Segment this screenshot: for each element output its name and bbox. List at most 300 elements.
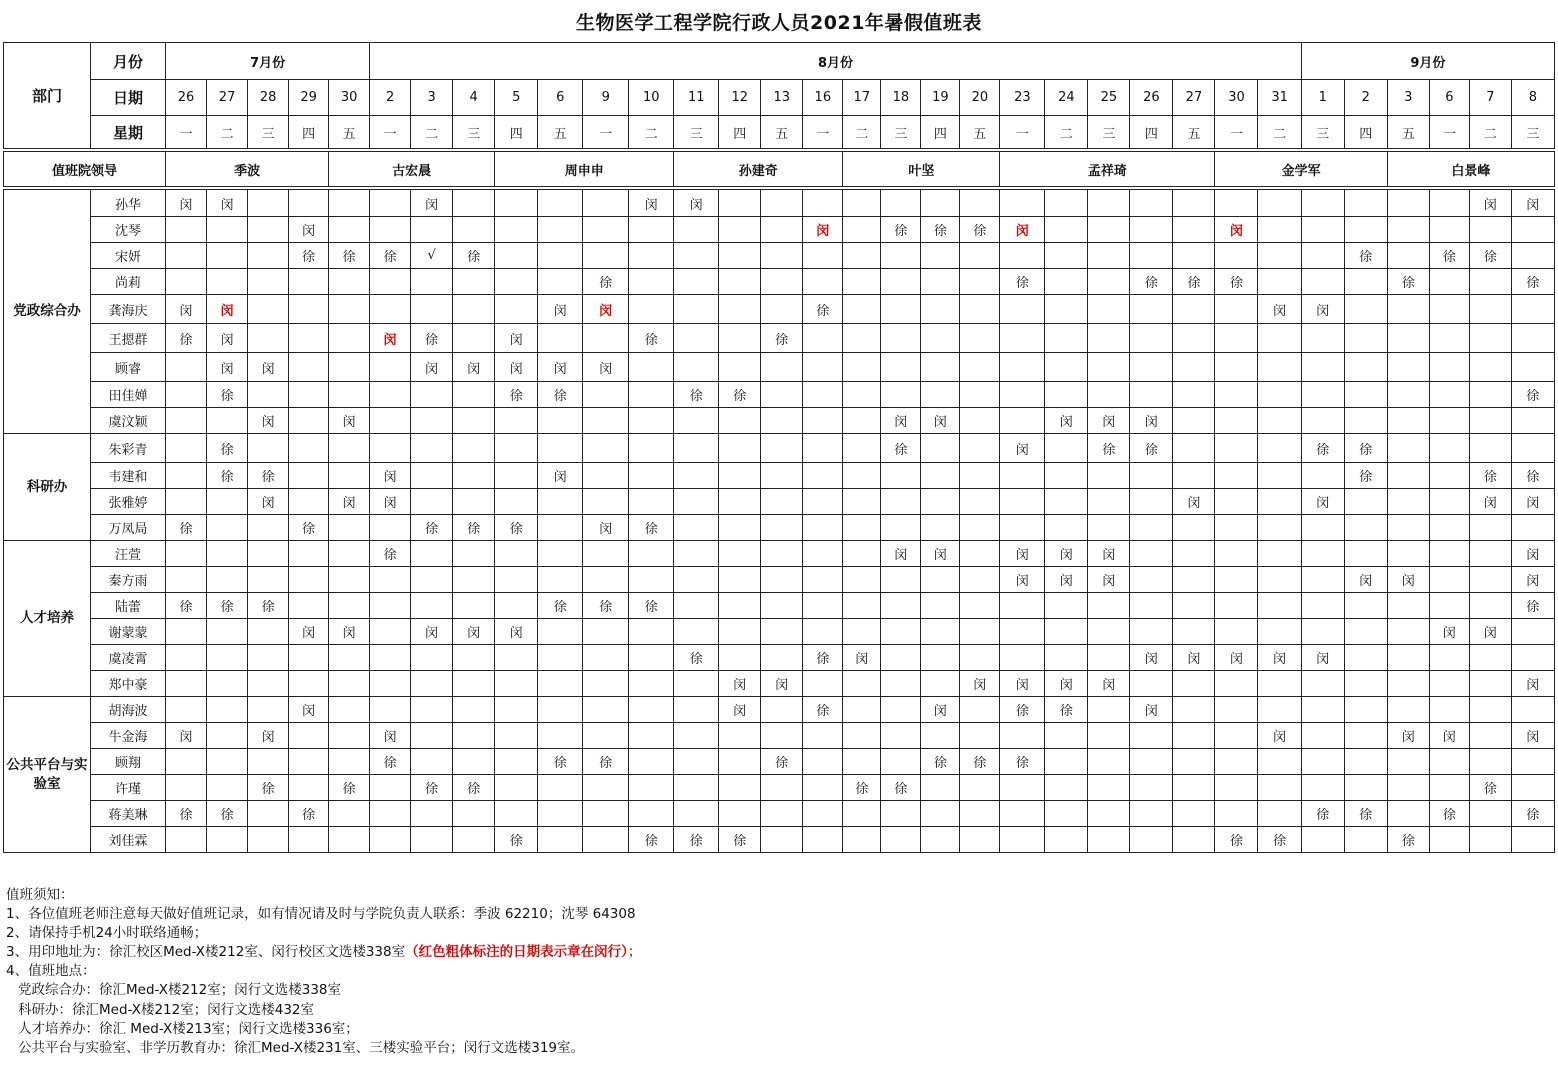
duty-cell [1045, 217, 1088, 243]
duty-cell [1215, 243, 1258, 269]
duty-cell [1301, 434, 1344, 463]
duty-cell [1301, 645, 1344, 671]
staff-name: 虞汶颖 [91, 408, 166, 434]
date-cell: 29 [289, 80, 329, 116]
duty-mark: 徐 [644, 332, 658, 348]
duty-cell [583, 593, 629, 619]
duty-cell [960, 190, 1000, 217]
duty-cell [674, 619, 719, 645]
duty-cell [1429, 801, 1469, 827]
duty-cell [1258, 190, 1301, 217]
duty-cell [1130, 353, 1173, 382]
staff-name: 龚海庆 [91, 295, 166, 324]
duty-cell [1088, 269, 1130, 295]
duty-cell [411, 243, 453, 269]
duty-cell [960, 775, 1000, 801]
date-cell: 5 [495, 80, 538, 116]
duty-cell [289, 723, 329, 749]
location-platform-lab: 公共平台与实验室、非学历教育办：徐汇Med-X楼231室、三楼实验平台；闵行文选楼319室。 [18, 1039, 585, 1056]
duty-cell [1088, 645, 1130, 671]
duty-cell [1130, 434, 1173, 463]
duty-cell [761, 567, 803, 593]
duty-cell [1511, 324, 1554, 353]
duty-mark: 徐 [816, 303, 830, 319]
note-1: 1、各位值班老师注意每天做好值班记录，如有情况请及时与学院负责人联系：季波 62210；沈琴 64308 [6, 906, 636, 923]
leader-cell: 古宏晨 [329, 152, 495, 187]
duty-mark: 闵 [1401, 574, 1415, 589]
duty-cell [1130, 827, 1173, 853]
duty-mark: 徐 [509, 834, 523, 849]
month-header: 月份 [91, 43, 166, 80]
duty-cell [453, 269, 495, 295]
duty-cell [453, 190, 495, 217]
duty-cell [248, 190, 289, 217]
duty-cell [674, 434, 719, 463]
duty-mark-minhang-seal: 闵 [599, 303, 613, 319]
duty-cell [329, 408, 370, 434]
duty-cell [289, 408, 329, 434]
duty-cell [329, 697, 370, 723]
duty-cell [1000, 593, 1045, 619]
duty-mark: 徐 [261, 470, 275, 485]
duty-cell [207, 723, 248, 749]
date-cell: 18 [881, 80, 921, 116]
duty-cell [1173, 801, 1215, 827]
date-cell: 17 [843, 80, 881, 116]
duty-cell [1301, 671, 1344, 697]
duty-mark: 徐 [816, 704, 830, 719]
duty-cell [843, 382, 881, 408]
duty-cell [1130, 801, 1173, 827]
duty-cell [921, 353, 960, 382]
duty-mark: 闵 [302, 704, 316, 719]
duty-mark-minhang-seal: 闵 [816, 224, 830, 239]
duty-cell [1344, 324, 1387, 353]
duty-cell [629, 593, 674, 619]
duty-cell [453, 324, 495, 353]
duty-cell [761, 382, 803, 408]
duty-cell [1511, 541, 1554, 567]
duty-cell [1469, 567, 1511, 593]
staff-row [4, 295, 1555, 324]
staff-row [4, 801, 1555, 827]
duty-cell [1511, 382, 1554, 408]
weekday-cell: 五 [329, 116, 370, 149]
duty-mark: 徐 [689, 834, 703, 849]
duty-cell [921, 593, 960, 619]
duty-mark: 闵 [689, 197, 703, 213]
duty-cell [674, 408, 719, 434]
duty-cell [289, 295, 329, 324]
date-cell: 28 [248, 80, 289, 116]
date-cell: 24 [1045, 80, 1088, 116]
duty-cell [1344, 353, 1387, 382]
duty-cell [1469, 324, 1511, 353]
duty-mark: 闵 [775, 678, 789, 693]
duty-cell [370, 645, 411, 671]
staff-name: 虞凌霄 [91, 645, 166, 671]
duty-cell [453, 541, 495, 567]
duty-cell [843, 408, 881, 434]
duty-cell [495, 190, 538, 217]
duty-cell [1130, 723, 1173, 749]
duty-cell [803, 723, 843, 749]
duty-cell [166, 775, 207, 801]
duty-cell [166, 515, 207, 541]
duty-cell [583, 567, 629, 593]
duty-cell [1258, 515, 1301, 541]
duty-mark: 徐 [302, 522, 316, 537]
duty-cell [329, 827, 370, 853]
duty-cell [538, 567, 583, 593]
weekday-cell: 三 [1088, 116, 1130, 149]
duty-cell [289, 619, 329, 645]
duty-cell [1429, 408, 1469, 434]
duty-cell [453, 697, 495, 723]
duty-cell [1130, 217, 1173, 243]
duty-cell [921, 645, 960, 671]
duty-cell [1344, 775, 1387, 801]
duty-cell [1215, 801, 1258, 827]
duty-cell [1429, 463, 1469, 489]
duty-cell [289, 671, 329, 697]
duty-cell [495, 295, 538, 324]
duty-cell [495, 489, 538, 515]
duty-cell [248, 593, 289, 619]
duty-mark: 徐 [179, 600, 193, 615]
duty-cell [629, 541, 674, 567]
note-3-suffix: ； [627, 944, 642, 961]
weekday-cell: 一 [803, 116, 843, 149]
duty-cell [583, 645, 629, 671]
duty-cell [803, 489, 843, 515]
duty-cell [960, 463, 1000, 489]
duty-cell [1215, 567, 1258, 593]
staff-row [4, 827, 1555, 853]
duty-mark: 闵 [553, 470, 567, 485]
duty-cell [1130, 593, 1173, 619]
duty-mark: 闵 [1015, 574, 1029, 589]
duty-cell [843, 541, 881, 567]
duty-cell [719, 295, 761, 324]
date-cell: 26 [1130, 80, 1173, 116]
duty-cell [960, 324, 1000, 353]
duty-cell [1173, 295, 1215, 324]
duty-cell [166, 408, 207, 434]
duty-cell [207, 382, 248, 408]
duty-cell [495, 353, 538, 382]
duty-cell [1301, 489, 1344, 515]
duty-cell [1088, 489, 1130, 515]
duty-cell [1045, 697, 1088, 723]
duty-cell [843, 324, 881, 353]
duty-cell [1344, 382, 1387, 408]
duty-cell [803, 671, 843, 697]
staff-row [4, 541, 1555, 567]
staff-row [4, 749, 1555, 775]
staff-row [4, 408, 1555, 434]
duty-mark: 闵 [644, 197, 658, 213]
weekday-header: 星期 [91, 116, 166, 149]
duty-cell [370, 749, 411, 775]
duty-cell [1045, 827, 1088, 853]
duty-cell [803, 243, 843, 269]
duty-cell [583, 190, 629, 217]
duty-cell [411, 827, 453, 853]
duty-cell [1469, 619, 1511, 645]
note-2: 2、请保持手机24小时联络通畅； [6, 925, 208, 942]
duty-mark: 闵 [1102, 548, 1116, 563]
duty-cell [1511, 593, 1554, 619]
duty-cell [1173, 463, 1215, 489]
duty-mark: 徐 [1059, 704, 1073, 719]
duty-mark: 闵 [261, 730, 275, 745]
duty-cell [207, 515, 248, 541]
duty-cell [495, 463, 538, 489]
duty-cell [453, 619, 495, 645]
duty-cell [803, 190, 843, 217]
duty-cell [719, 827, 761, 853]
duty-cell [1088, 324, 1130, 353]
duty-cell [1258, 723, 1301, 749]
duty-cell [881, 671, 921, 697]
duty-cell [1429, 593, 1469, 619]
duty-cell [411, 408, 453, 434]
duty-cell [629, 567, 674, 593]
duty-mark: 闵 [733, 678, 747, 693]
duty-mark: √ [427, 248, 436, 263]
duty-mark: 闵 [467, 626, 481, 641]
duty-mark: 徐 [302, 808, 316, 823]
duty-cell [1215, 515, 1258, 541]
duty-cell [1000, 775, 1045, 801]
duty-cell [1344, 295, 1387, 324]
duty-cell [1173, 434, 1215, 463]
duty-cell [370, 269, 411, 295]
duty-mark: 徐 [1359, 808, 1373, 823]
duty-mark: 闵 [342, 415, 356, 430]
duty-cell [207, 434, 248, 463]
duty-cell [248, 723, 289, 749]
staff-name: 顾翔 [91, 749, 166, 775]
duty-cell [881, 408, 921, 434]
duty-mark: 闵 [1144, 652, 1158, 667]
date-cell: 1 [1301, 80, 1344, 116]
duty-cell [719, 217, 761, 243]
duty-cell [719, 671, 761, 697]
duty-cell [1469, 645, 1511, 671]
duty-cell [960, 515, 1000, 541]
duty-cell [629, 697, 674, 723]
staff-row [4, 434, 1555, 463]
duty-cell [921, 619, 960, 645]
duty-cell [1511, 671, 1554, 697]
duty-cell [1088, 515, 1130, 541]
duty-cell [583, 541, 629, 567]
duty-mark: 徐 [425, 332, 439, 348]
duty-mark: 徐 [509, 522, 523, 537]
duty-cell [1469, 190, 1511, 217]
duty-cell [248, 324, 289, 353]
duty-mark: 徐 [220, 470, 234, 485]
duty-cell [921, 382, 960, 408]
duty-cell [538, 353, 583, 382]
date-cell: 7 [1469, 80, 1511, 116]
staff-name: 宋妍 [91, 243, 166, 269]
duty-cell [1387, 593, 1429, 619]
duty-cell [1045, 353, 1088, 382]
duty-cell [1469, 353, 1511, 382]
duty-cell [1130, 269, 1173, 295]
duty-cell [583, 434, 629, 463]
duty-cell [1258, 775, 1301, 801]
duty-cell [166, 190, 207, 217]
duty-cell [1511, 827, 1554, 853]
duty-cell [803, 217, 843, 243]
duty-cell [1088, 801, 1130, 827]
duty-cell [538, 515, 583, 541]
duty-mark: 闵 [383, 730, 397, 745]
duty-cell [1130, 324, 1173, 353]
duty-cell [960, 353, 1000, 382]
duty-cell [1387, 801, 1429, 827]
leader-cell: 孙建奇 [674, 152, 843, 187]
duty-cell [1511, 619, 1554, 645]
duty-cell [960, 382, 1000, 408]
duty-cell [960, 217, 1000, 243]
duty-cell [248, 408, 289, 434]
duty-cell [583, 697, 629, 723]
duty-cell [1301, 295, 1344, 324]
duty-cell [1429, 217, 1469, 243]
duty-cell [674, 697, 719, 723]
duty-cell [583, 723, 629, 749]
duty-cell [761, 269, 803, 295]
duty-cell [1429, 353, 1469, 382]
duty-cell [803, 749, 843, 775]
staff-row [4, 593, 1555, 619]
duty-cell [629, 749, 674, 775]
duty-cell [370, 463, 411, 489]
dept-header: 部门 [4, 43, 91, 149]
duty-cell [1088, 619, 1130, 645]
duty-cell [289, 541, 329, 567]
duty-cell [1301, 353, 1344, 382]
weekday-cell: 一 [1000, 116, 1045, 149]
duty-cell [1173, 567, 1215, 593]
duty-cell [1215, 723, 1258, 749]
duty-cell [1469, 723, 1511, 749]
duty-cell [1344, 827, 1387, 853]
note-3 [6, 943, 641, 962]
duty-mark: 徐 [467, 250, 481, 265]
duty-cell [1088, 593, 1130, 619]
duty-cell [1429, 269, 1469, 295]
duty-mark: 徐 [383, 548, 397, 563]
duty-cell [1511, 243, 1554, 269]
duty-cell [674, 382, 719, 408]
duty-cell [674, 324, 719, 353]
duty-cell [1258, 217, 1301, 243]
duty-cell [921, 243, 960, 269]
duty-cell [166, 243, 207, 269]
duty-mark: 徐 [179, 332, 193, 348]
duty-cell [761, 723, 803, 749]
duty-cell [1173, 489, 1215, 515]
duty-cell [1000, 801, 1045, 827]
duty-mark: 徐 [467, 522, 481, 537]
duty-cell [1469, 801, 1511, 827]
duty-cell [881, 827, 921, 853]
duty-cell [761, 190, 803, 217]
duty-mark: 闵 [1015, 678, 1029, 693]
duty-cell [1429, 775, 1469, 801]
duty-cell [1387, 463, 1429, 489]
department-cell: 人才培养 [4, 541, 91, 697]
staff-name: 陆蕾 [91, 593, 166, 619]
duty-cell [1000, 567, 1045, 593]
duty-mark: 徐 [1316, 808, 1330, 823]
duty-cell [1301, 463, 1344, 489]
date-cell: 23 [1000, 80, 1045, 116]
duty-cell [329, 269, 370, 295]
duty-cell [960, 749, 1000, 775]
duty-cell [411, 567, 453, 593]
duty-cell [1344, 269, 1387, 295]
duty-cell [538, 645, 583, 671]
duty-cell [289, 353, 329, 382]
duty-mark: 徐 [1526, 600, 1540, 615]
duty-cell [1045, 190, 1088, 217]
duty-cell [329, 489, 370, 515]
weekday-cell: 五 [960, 116, 1000, 149]
duty-cell [803, 382, 843, 408]
staff-name: 朱彩青 [91, 434, 166, 463]
duty-mark: 徐 [179, 522, 193, 537]
weekday-cell: 二 [843, 116, 881, 149]
duty-mark: 徐 [1359, 470, 1373, 485]
duty-cell [1429, 541, 1469, 567]
leader-cell: 孟祥琦 [1000, 152, 1215, 187]
duty-mark: 徐 [425, 522, 439, 537]
staff-row [4, 671, 1555, 697]
duty-cell [370, 324, 411, 353]
duty-cell [1215, 382, 1258, 408]
staff-name: 郑中豪 [91, 671, 166, 697]
duty-cell [674, 723, 719, 749]
duty-cell [881, 243, 921, 269]
duty-cell [1511, 434, 1554, 463]
duty-cell [881, 749, 921, 775]
duty-cell [1387, 697, 1429, 723]
leader-cell: 白景峰 [1387, 152, 1554, 187]
duty-cell [411, 295, 453, 324]
weekday-cell: 二 [629, 116, 674, 149]
date-cell: 26 [166, 80, 207, 116]
duty-cell [453, 515, 495, 541]
duty-cell [1258, 671, 1301, 697]
duty-cell [1511, 190, 1554, 217]
duty-cell [1301, 775, 1344, 801]
weekday-cell: 三 [248, 116, 289, 149]
duty-cell [1045, 324, 1088, 353]
duty-cell [453, 382, 495, 408]
duty-cell [289, 567, 329, 593]
duty-cell [881, 434, 921, 463]
duty-mark: 闵 [383, 470, 397, 485]
duty-cell [495, 671, 538, 697]
duty-cell [411, 697, 453, 723]
